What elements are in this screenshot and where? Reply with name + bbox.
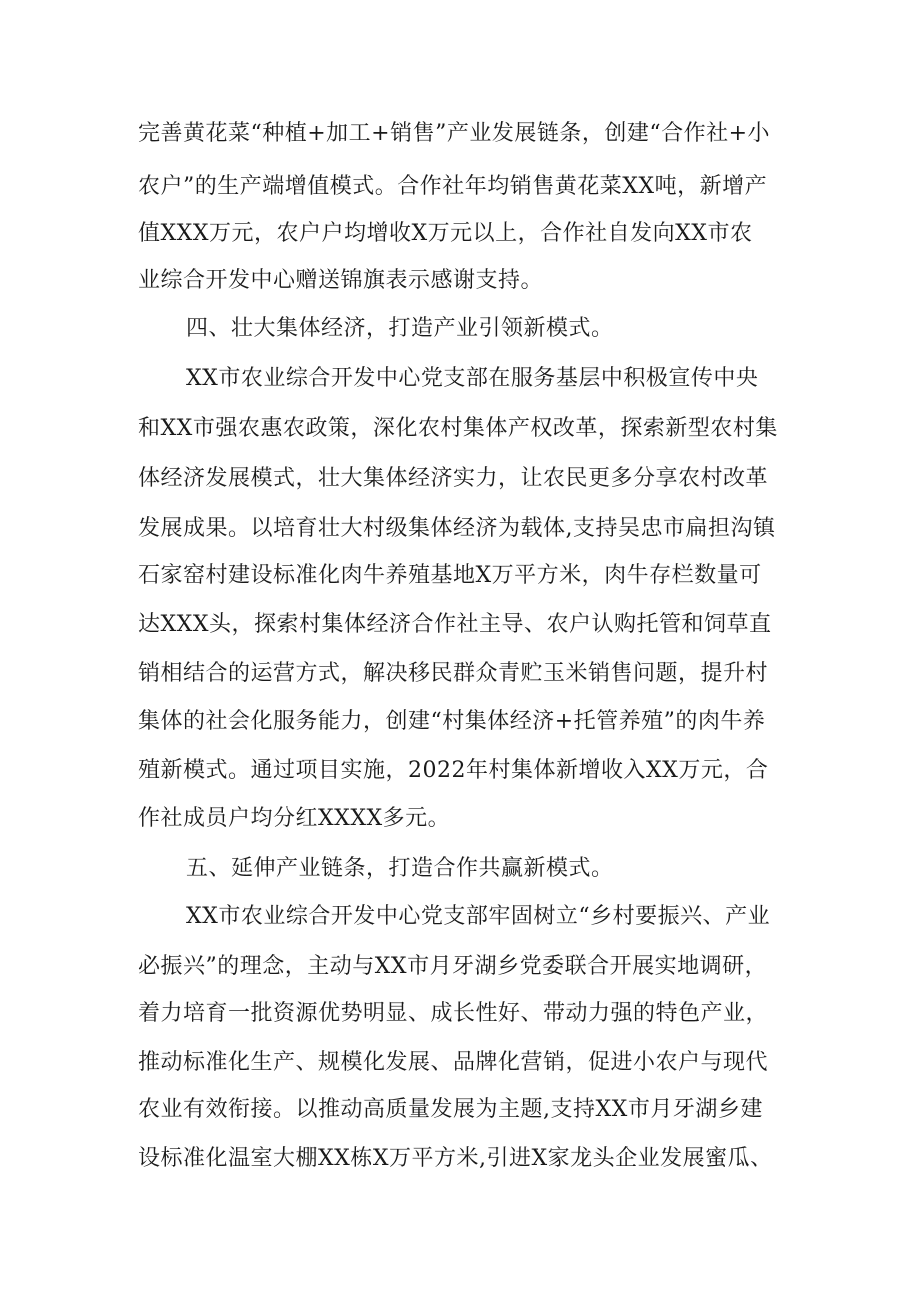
paragraph-line: 设标准化温室大棚XX栋X万平方米,引进X家龙头企业发展蜜瓜、: [138, 1146, 773, 1171]
paragraph-line: 农户”的生产端增值模式。合作社年均销售黄花菜XX吨，新增产: [138, 174, 768, 199]
paragraph-line: 业综合开发中心赠送锦旗表示感谢支持。: [138, 268, 544, 293]
paragraph-line: 殖新模式。通过项目实施，2022年村集体新增收入XX万元，合: [138, 758, 769, 783]
paragraph-line: 完善黄花菜“种植+加工+销售”产业发展链条，创建“合作社+小: [138, 121, 771, 146]
paragraph-line: 体经济发展模式，壮大集体经济实力，让农民更多分享农村改革: [138, 466, 769, 491]
paragraph-line: 值XXX万元，农户户均增收X万元以上，合作社自发向XX市农: [138, 221, 753, 246]
paragraph-line: 农业有效衔接。以推动高质量发展为主题,支持XX市月牙湖乡建: [138, 1097, 763, 1122]
paragraph-line: 集体的社会化服务能力，创建“村集体经济+托管养殖”的肉牛养: [138, 709, 766, 734]
paragraph-line: XX市农业综合开发中心党支部牢固树立“乡村要振兴、产业: [186, 904, 771, 929]
paragraph-line: 推动标准化生产、规模化发展、品牌化营销，促进小农户与现代: [138, 1050, 769, 1075]
paragraph-line: 销相结合的运营方式，解决移民群众青贮玉米销售问题，提升村: [138, 661, 769, 686]
paragraph-line: 达XXX头，探索村集体经济合作社主导、农户认购托管和饲草直: [138, 612, 772, 637]
paragraph-line: 石家窑村建设标准化肉牛养殖基地X万平方米，肉牛存栏数量可: [138, 563, 762, 588]
paragraph-line: 作社成员户均分红XXXX多元。: [138, 806, 451, 831]
paragraph-line: 着力培育一批资源优势明显、成长性好、带动力强的特色产业，: [138, 1001, 769, 1026]
section-heading: 五、延伸产业链条，打造合作共赢新模式。: [186, 856, 614, 881]
paragraph-line: XX市农业综合开发中心党支部在服务基层中积极宣传中央: [186, 366, 759, 391]
paragraph-line: 和XX市强农惠农政策，深化农村集体产权改革，探索新型农村集: [138, 416, 778, 441]
paragraph-line: 必振兴”的理念，主动与XX市月牙湖乡党委联合开展实地调研，: [138, 954, 768, 979]
section-heading: 四、壮大集体经济，打造产业引领新模式。: [186, 316, 614, 341]
paragraph-line: 发展成果。以培育壮大村级集体经济为载体,支持吴忠市扁担沟镇: [138, 516, 776, 541]
